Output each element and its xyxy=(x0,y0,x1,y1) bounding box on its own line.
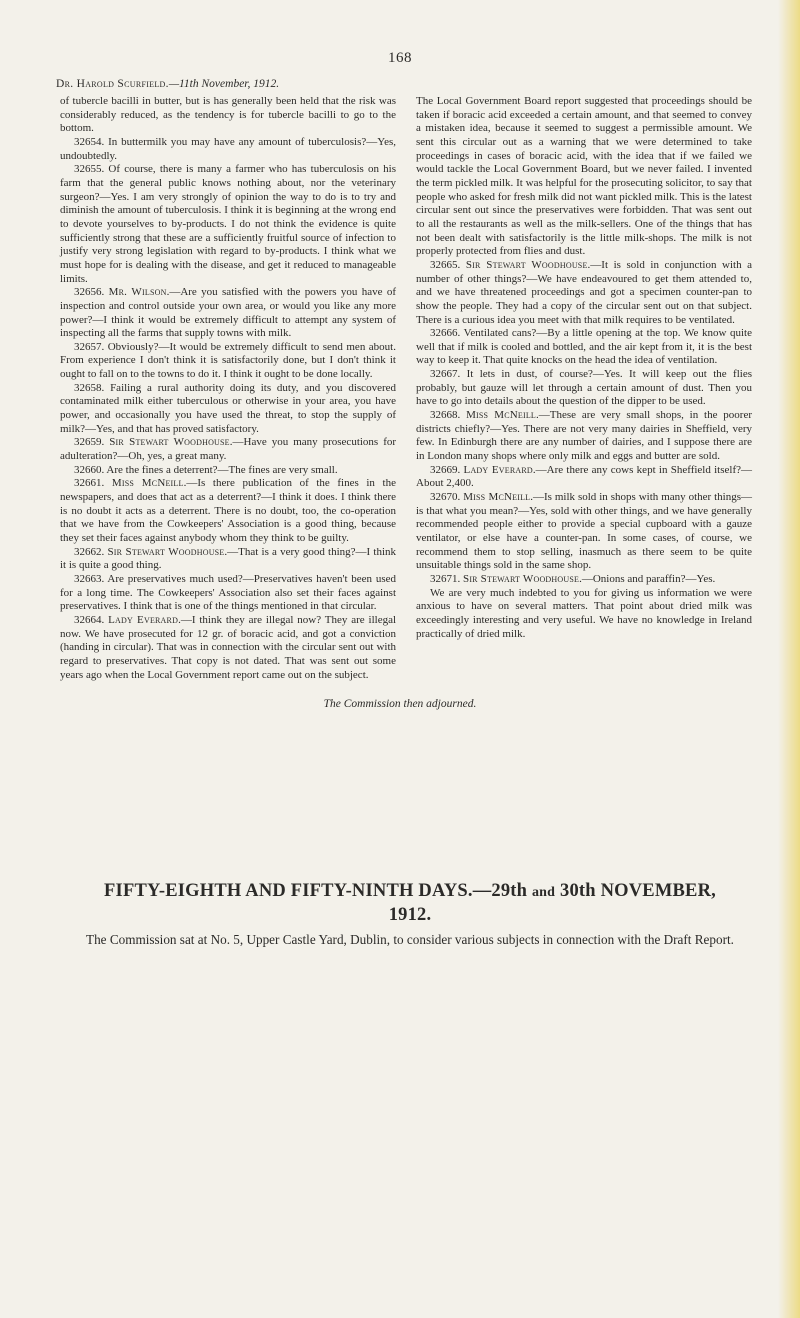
paragraph: 32656. Mr. Wilson.—Are you satisfied with the powers you have of inspection and control outside your own area, or would you like any more power?—I think it would be extremely difficult to attempt any system of inspecting all the farms that supply towns with milk. xyxy=(60,286,397,340)
session-intro: The Commission sat at No. 5, Upper Castle Yard, Dublin, to consider various subjects in connection with the Draft Report. xyxy=(86,932,734,947)
section-heading xyxy=(60,880,760,926)
running-head xyxy=(56,78,279,90)
page-edge xyxy=(778,0,800,1318)
paragraph: 32662. Sir Stewart Woodhouse.—That is a very good thing?—I think it is quite a good thing. xyxy=(60,545,397,572)
paragraph: 32667. It lets in dust, of course?—Yes. It will keep out the flies probably, but gauze will let through a certain amount of dust. Then you have to go into details about the question of the dipper to be used. xyxy=(416,368,752,408)
paragraph: 32665. Sir Stewart Woodhouse.—It is sold in conjunction with a number of other things?—We have endeavoured to get them attended to, and we have threatened proceedings and got a specimen counter-pan to show the people. They had a copy of the circular sent out on that subject. There is a curious idea you meet with that milk requires to be ventilated. xyxy=(416,258,753,326)
witness-name: Dr. Harold Scurfield. xyxy=(56,78,169,90)
paragraph: 32669. Lady Everard.—Are there any cows kept in Sheffield itself?—About 2,400. xyxy=(416,463,753,490)
left-column xyxy=(60,95,396,682)
paragraph: 32658. Failing a rural authority doing its duty, and you discovered contaminated milk either tuberculous or otherwise in your area, you have power, and occasionally you have used the threat, to stop the supply of milk?—Yes, and that has proved satisfactory. xyxy=(60,381,396,435)
paragraph: 32659. Sir Stewart Woodhouse.—Have you many prosecutions for adulteration?—Oh, yes, a great many. xyxy=(60,436,397,463)
paragraph: The Local Government Board report suggested that proceedings should be taken if boracic acid exceeded a certain amount, and that seemed to convey a mistaken idea, because it seemed to suggest a permissible amount. We sent this circular out as a warning that we were determined to take proceedings in cases of boracic acid, with the idea that if we failed we would tackle the Local Government Board, but we never failed. I invented the term pickled milk. It was helpful for the prosecuting solicitor, to say that people who asked for fresh milk did not want pickled milk. This is the latest circular sent out since the preservatives were forbidden. That was sent out to all the restaurants as well as the milk-sellers. One of the things that has not been dealt with satisfactorily is the little milk-shops. The milk is not properly protected from flies and dust. xyxy=(416,95,752,258)
heading-month: NOVEMBER, xyxy=(600,881,716,901)
paragraph: 32668. Miss McNeill.—These are very small shops, in the poorer districts chiefly?—Yes. There are not very many dairies in Sheffield, very few. In Edinburgh there are any number of dairies, and I suppose there are in London many shops where only milk and eggs and butter are sold. xyxy=(416,409,752,463)
paragraph: We are very much indebted to you for giving us information we were anxious to have on several matters. That point about dried milk was exceedingly interesting and very useful. We have no knowledge in Ireland practically of dried milk. xyxy=(416,586,752,640)
heading-and: and xyxy=(531,885,556,900)
adjournment-note: The Commission then adjourned. xyxy=(323,698,477,710)
paragraph: 32657. Obviously?—It would be extremely difficult to send men about. From experience I don't think it is satisfactorily done, but I don't think it ought to fall on to the towns to do it. I think it ought to be done locally. xyxy=(60,340,396,381)
paragraph: 32671. Sir Stewart Woodhouse.—Onions and paraffin?—Yes. xyxy=(430,572,716,585)
heading-days: FIFTY-EIGHTH AND FIFTY-NINTH DAYS.—29th xyxy=(104,881,528,901)
paragraph: 32660. Are the fines a deterrent?—The fines are very small. xyxy=(74,463,338,476)
heading-year: 1912. xyxy=(388,905,432,925)
page-number: 168 xyxy=(388,50,412,66)
paragraph: 32664. Lady Everard.—I think they are illegal now? They are illegal now. We have prosecuted for 12 gr. of boracic acid, and got a conviction (handing in circular). That was in connection with the circular sent out with regard to preservatives. That copy is not dated. That was sent out some years ago when the Local Government report came out on the subject. xyxy=(60,613,397,681)
paragraph: 32661. Miss McNeill.—Is there publication of the fines in the newspapers, and does that act as a deterrent?—I think it does. I think there is no doubt it acts as a deterrent. There is no doubt, too, the co-operation that we have from the Cowkeepers' Association is a good thing, because they set their faces against anybody whom they think to be guilty. xyxy=(60,477,396,544)
paragraph: 32654. In buttermilk you may have any amount of tuberculosis?—Yes, undoubtedly. xyxy=(60,135,396,162)
paragraph: 32663. Are preservatives much used?—Preservatives haven't been used for a long time. The Cowkeepers' Association also set their faces against preservatives. I think that is one of the things mentioned in that circular. xyxy=(60,572,396,613)
right-column xyxy=(416,95,752,641)
paragraph: of tubercle bacilli in butter, but is has generally been held that the risk was considerably reduced, as the tendency is for tubercle bacilli to go to the bottom. xyxy=(60,95,396,135)
witness-date: —11th November, 1912. xyxy=(168,78,280,90)
paragraph: 32670. Miss McNeill.—Is milk sold in shops with many other things—is that what you mean?—Yes, sold with other things, and we have generally recommended people either to provide a special cupboard with a gauze ventilator, or else have a counter-pan. In some cases, of course, we recommend them to stop selling, inasmuch as there seem to be quite unsuitable things sold in the same shop. xyxy=(416,491,752,572)
paragraph: 32666. Ventilated cans?—By a little opening at the top. We know quite well that if milk is cooled and bottled, and the air kept from it, it is the best way to keep it. That quite knocks on the head the idea of ventilation. xyxy=(416,327,752,367)
paragraph: 32655. Of course, there is many a farmer who has tuberculosis on his farm that the general public knows nothing about, nor the veterinary surgeon?—Yes. I am very strongly of opinion the way to do is to try and diminish the amount of tuberculosis. I think it is beginning at the wrong end to devote yourselves to by-products. I do not think the evidence is quite sufficiently strong that these are a sufficiently fruitful source of infection to justify very strong legislation with regard to by-products. I think what we must hope for is dealing with the disease, and get it reduced to manageable limits. xyxy=(60,163,396,285)
heading-date: 30th xyxy=(560,881,596,901)
